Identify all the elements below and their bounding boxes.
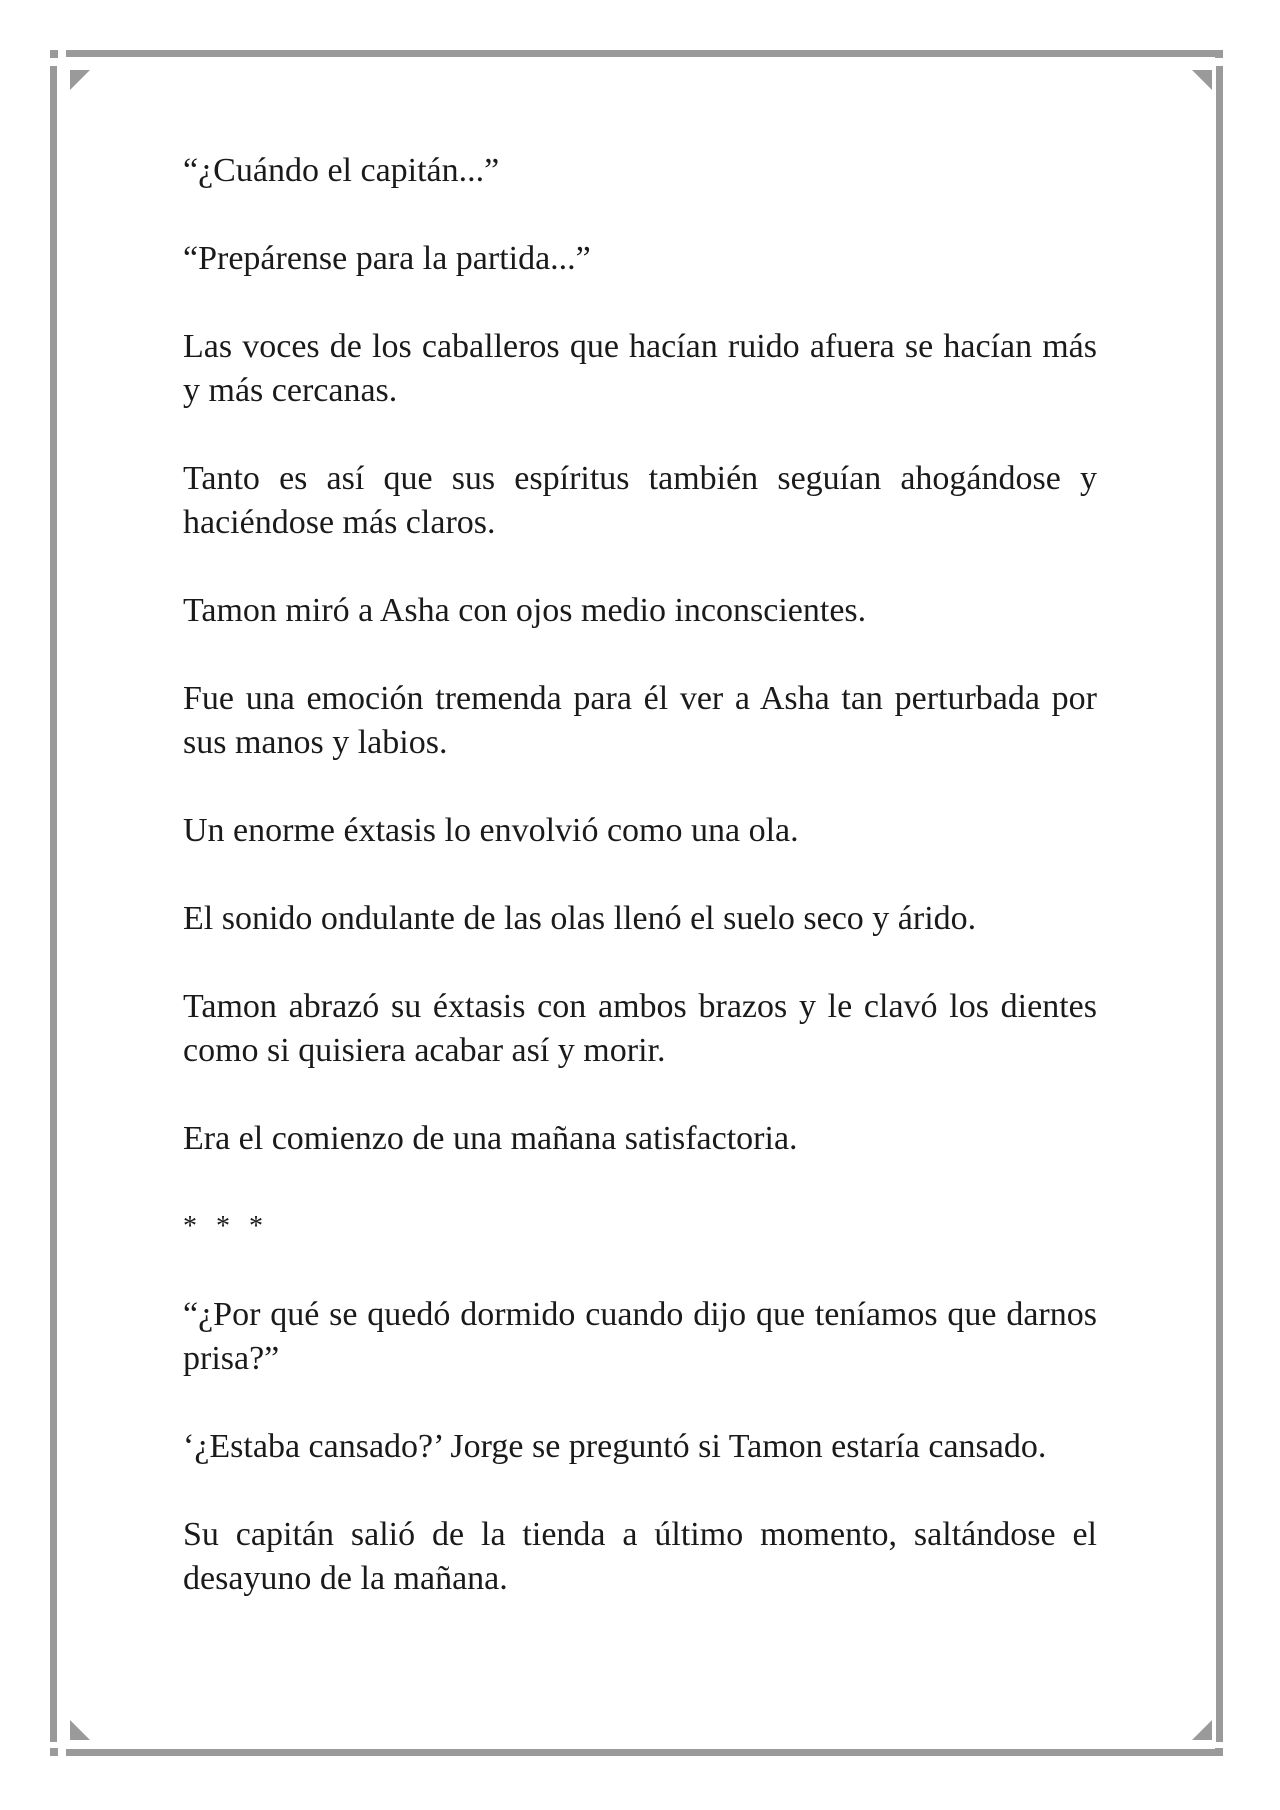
paragraph: Tanto es así que sus espíritus también seguían ahogándose y haciéndose más claros.	[183, 460, 1097, 541]
paragraph: Tamon miró a Asha con ojos medio inconscientes.	[183, 592, 867, 629]
paragraph: Tamon abrazó su éxtasis con ambos brazos y le clavó los dientes como si quisiera acabar así y morir.	[183, 988, 1097, 1069]
corner-ornament-bottom-right	[1215, 1748, 1223, 1756]
corner-ornament-top-right	[1215, 50, 1223, 58]
border-bottom	[66, 1749, 1216, 1756]
paragraph: Fue una emoción tremenda para él ver a Asha tan perturbada por sus manos y labios.	[183, 680, 1097, 761]
paragraph: “Prepárense para la partida...”	[183, 240, 591, 277]
paragraph: ‘¿Estaba cansado?’ Jorge se preguntó si Tamon estaría cansado.	[183, 1428, 1047, 1465]
border-left	[50, 66, 57, 1742]
corner-triangle-bottom-left-icon	[70, 1720, 90, 1740]
paragraph: “¿Cuándo el capitán...”	[183, 152, 500, 189]
corner-ornament-top-left	[50, 50, 58, 58]
corner-triangle-top-right-icon	[1192, 70, 1212, 90]
corner-triangle-bottom-right-icon	[1192, 1720, 1212, 1740]
corner-ornament-bottom-left	[50, 1748, 58, 1756]
corner-triangle-top-left-icon	[70, 70, 90, 90]
paragraph: El sonido ondulante de las olas llenó el suelo seco y árido.	[183, 900, 977, 937]
paragraph: Las voces de los caballeros que hacían ruido afuera se hacían más y más cercanas.	[183, 328, 1097, 409]
border-right	[1216, 66, 1223, 1742]
scene-separator: * * *	[183, 1211, 269, 1242]
paragraph: Un enorme éxtasis lo envolvió como una ola.	[183, 812, 799, 849]
paragraph: “¿Por qué se quedó dormido cuando dijo que teníamos que darnos prisa?”	[183, 1296, 1097, 1377]
paragraph: Era el comienzo de una mañana satisfactoria.	[183, 1120, 798, 1157]
paragraph: Su capitán salió de la tienda a último momento, saltándose el desayuno de la mañana.	[183, 1516, 1097, 1597]
border-top	[66, 50, 1216, 57]
page-body	[183, 149, 1097, 1645]
